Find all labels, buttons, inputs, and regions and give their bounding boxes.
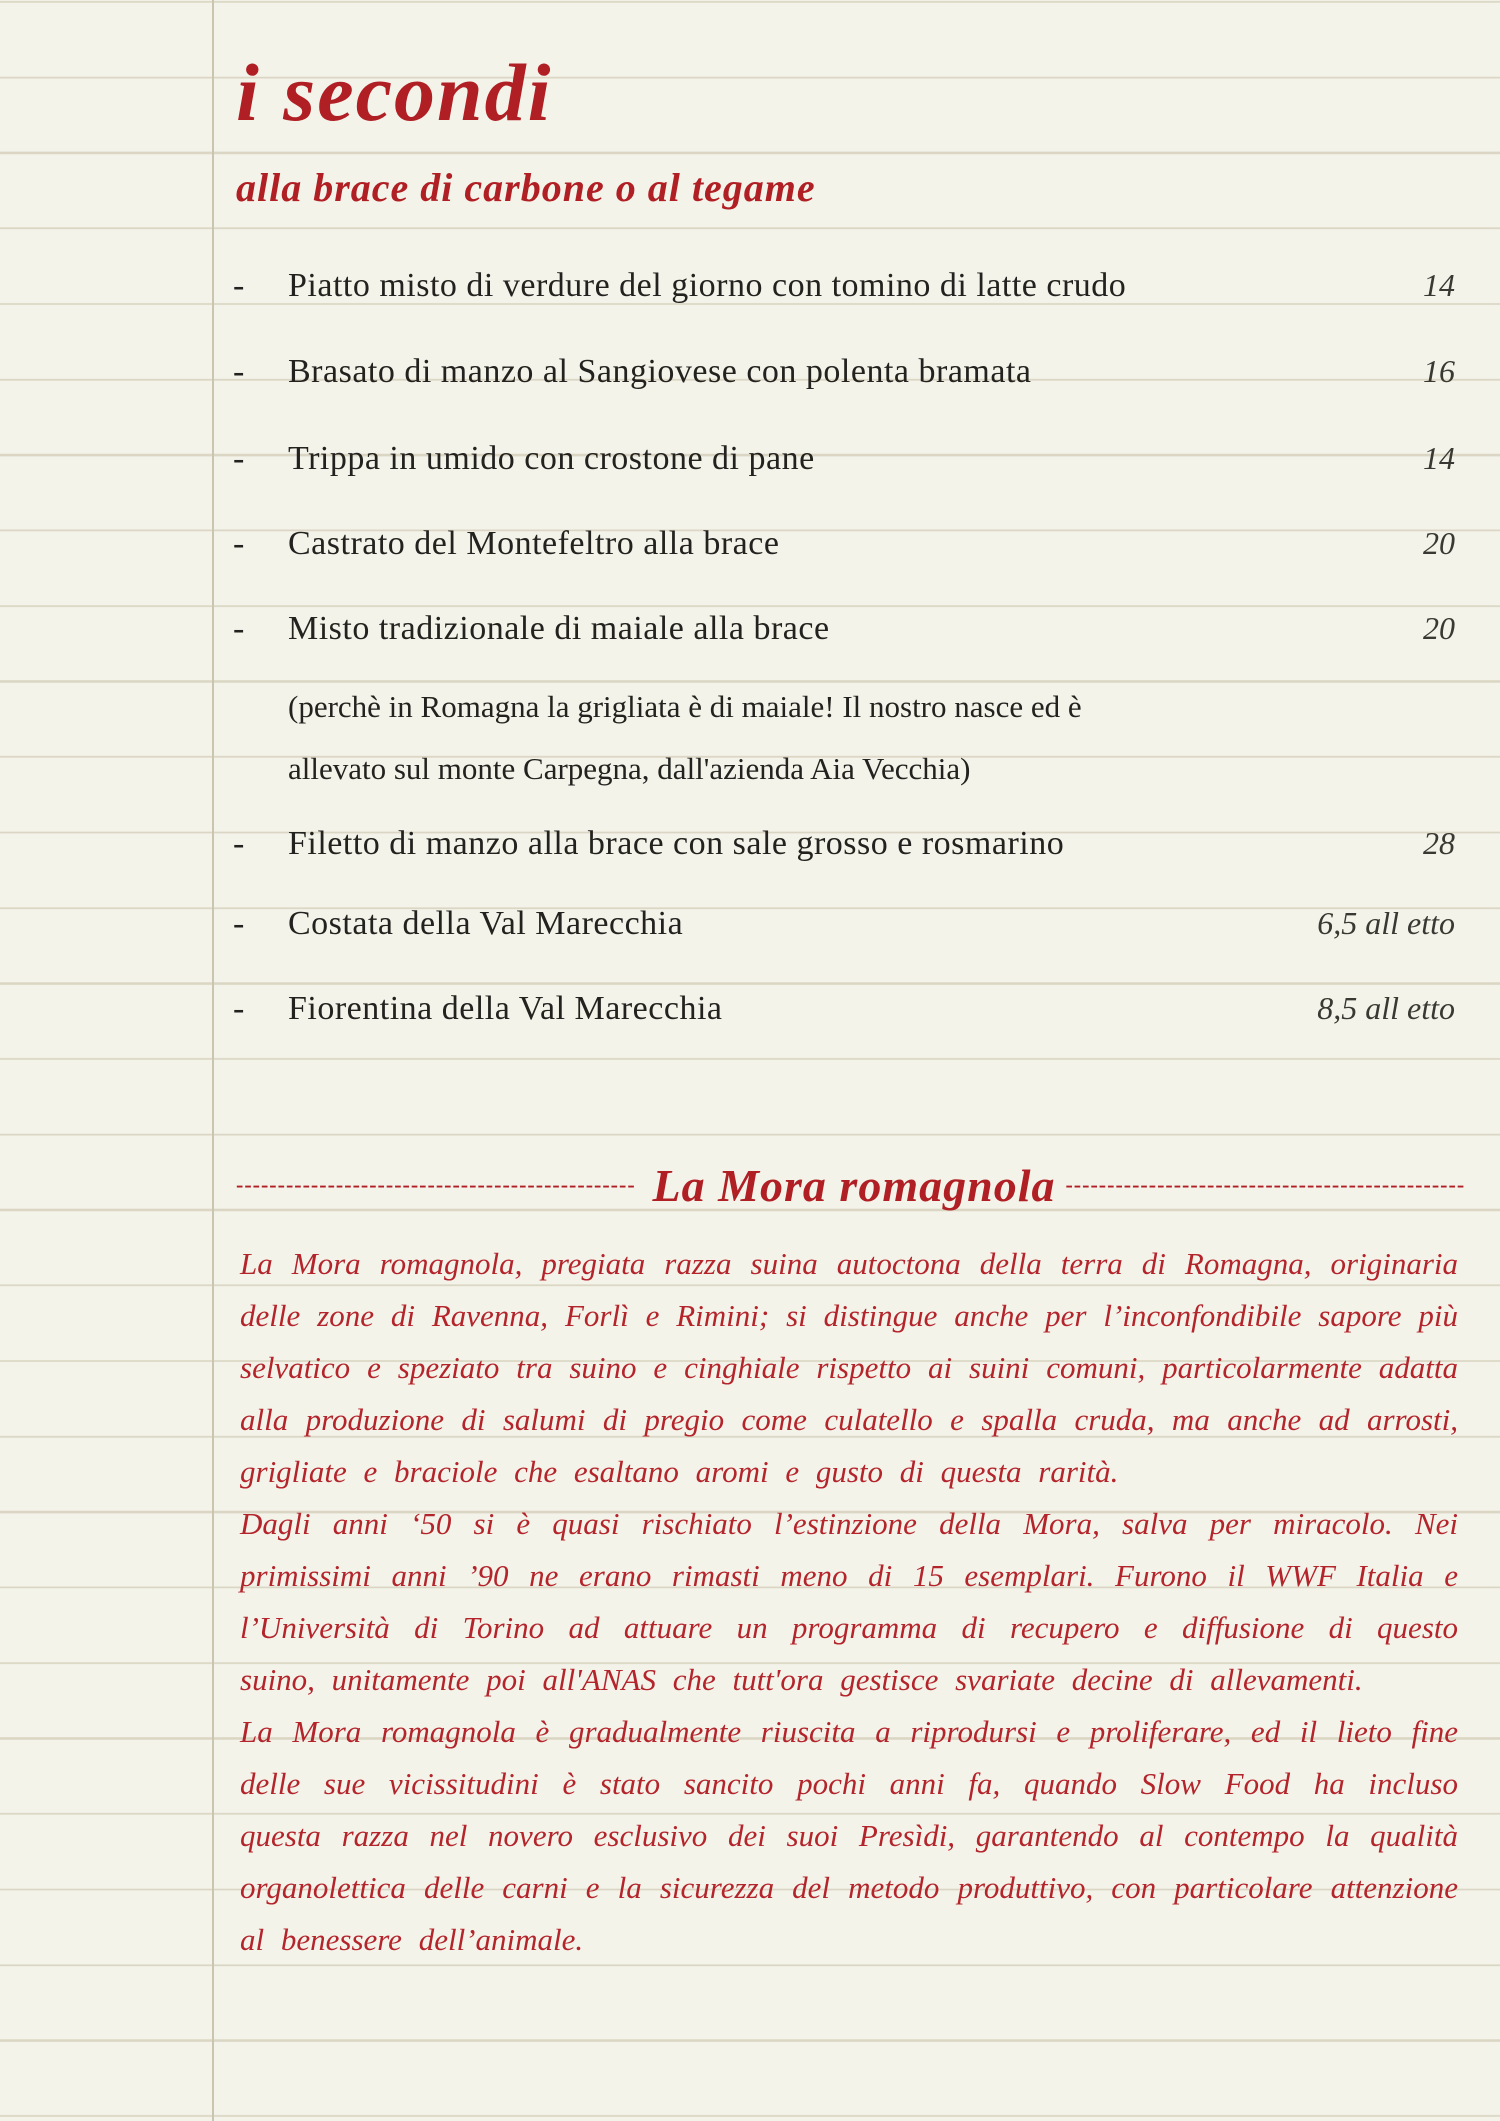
- page-subtitle: alla brace di carbone o al tegame: [236, 165, 816, 210]
- menu-item-name: Costata della Val Marecchia: [288, 905, 684, 942]
- menu-item-price: 28: [1423, 825, 1455, 861]
- page-title: i secondi: [236, 47, 553, 138]
- menu-item-row: [233, 905, 1455, 943]
- menu-item-name: Piatto misto di verdure del giorno con tomino di latte crudo: [288, 267, 1127, 304]
- menu-item-note: [288, 676, 1288, 800]
- article-paragraph: La Mora romagnola è gradualmente riuscita a riprodursi e proliferare, ed il lieto fine delle sue vicissitudini è stato sancito pochi anni fa, quando Slow Food ha incluso questa razza nel novero esclusivo dei suoi Presìdi, garantendo al contempo la qualità organolettica delle carni e la sicurezza del metodo produttivo, con particolare attenzione al benessere dell’animale.: [240, 1714, 1458, 1957]
- menu-item-row: [233, 525, 1455, 563]
- menu-item-note-line: (perchè in Romagna la grigliata è di maiale! Il nostro nasce ed è: [288, 689, 1082, 724]
- menu-item-bullet: -: [233, 440, 245, 477]
- menu-item-row: [233, 440, 1455, 478]
- menu-item-row: [233, 353, 1455, 391]
- divider-dashes-left: ------------------------------------------------: [236, 1172, 636, 1197]
- menu-item-name: Fiorentina della Val Marecchia: [288, 990, 723, 1027]
- menu-item-bullet: -: [233, 610, 245, 647]
- menu-item-name: Castrato del Montefeltro alla brace: [288, 525, 780, 562]
- menu-item-price: 20: [1423, 525, 1455, 561]
- menu-item-bullet: -: [233, 990, 245, 1027]
- divider-dashes-right: ------------------------------------------------: [1065, 1172, 1466, 1197]
- menu-item-row: [233, 267, 1455, 305]
- menu-item-bullet: -: [233, 353, 245, 390]
- article-paragraph: La Mora romagnola, pregiata razza suina autoctona della terra di Romagna, originaria delle zone di Ravenna, Forlì e Rimini; si distingue anche per l’inconfondibile sapore più selvatico e speziato tra suino e cinghiale rispetto ai suini comuni, particolarmente adatta alla produzione di salumi di pregio come culatello e spalla cruda, ma anche ad arrosti, grigliate e braciole che esaltano aromi e gusto di questa rarità.: [240, 1246, 1458, 1489]
- notebook-margin-line: [212, 0, 214, 2121]
- menu-item-name: Brasato di manzo al Sangiovese con polenta bramata: [288, 353, 1032, 390]
- menu-item-bullet: -: [233, 905, 245, 942]
- menu-item-price: 8,5 all etto: [1317, 990, 1455, 1026]
- menu-item-bullet: -: [233, 525, 245, 562]
- menu-item-bullet: -: [233, 267, 245, 304]
- menu-item-bullet: -: [233, 825, 245, 862]
- menu-item-price: 14: [1423, 440, 1455, 476]
- menu-item-note-line: allevato sul monte Carpegna, dall'azienda Aia Vecchia): [288, 751, 971, 786]
- article-la-mora-romagnola: [240, 1238, 1458, 1966]
- menu-item-row: [233, 610, 1455, 648]
- menu-item-name: Filetto di manzo alla brace con sale grosso e rosmarino: [288, 825, 1065, 862]
- section-divider: [236, 1148, 1472, 1222]
- menu-item-name: Trippa in umido con crostone di pane: [288, 440, 815, 477]
- menu-item-row: [233, 990, 1455, 1028]
- menu-item-price: 6,5 all etto: [1317, 905, 1455, 941]
- menu-item-price: 16: [1423, 353, 1455, 389]
- menu-item-price: 20: [1423, 610, 1455, 646]
- menu-item-name: Misto tradizionale di maiale alla brace: [288, 610, 830, 647]
- section-title: La Mora romagnola: [652, 1159, 1056, 1211]
- menu-item-row: [233, 825, 1455, 863]
- article-paragraph: Dagli anni ‘50 si è quasi rischiato l’estinzione della Mora, salva per miracolo. Nei primissimi anni ’90 ne erano rimasti meno di 15 esemplari. Furono il WWF Italia e l’Università di Torino ad attuare un programma di recupero e diffusione di questo suino, unitamente poi all'ANAS che tutt'ora gestisce svariate decine di allevamenti.: [240, 1506, 1458, 1697]
- menu-item-price: 14: [1423, 267, 1455, 303]
